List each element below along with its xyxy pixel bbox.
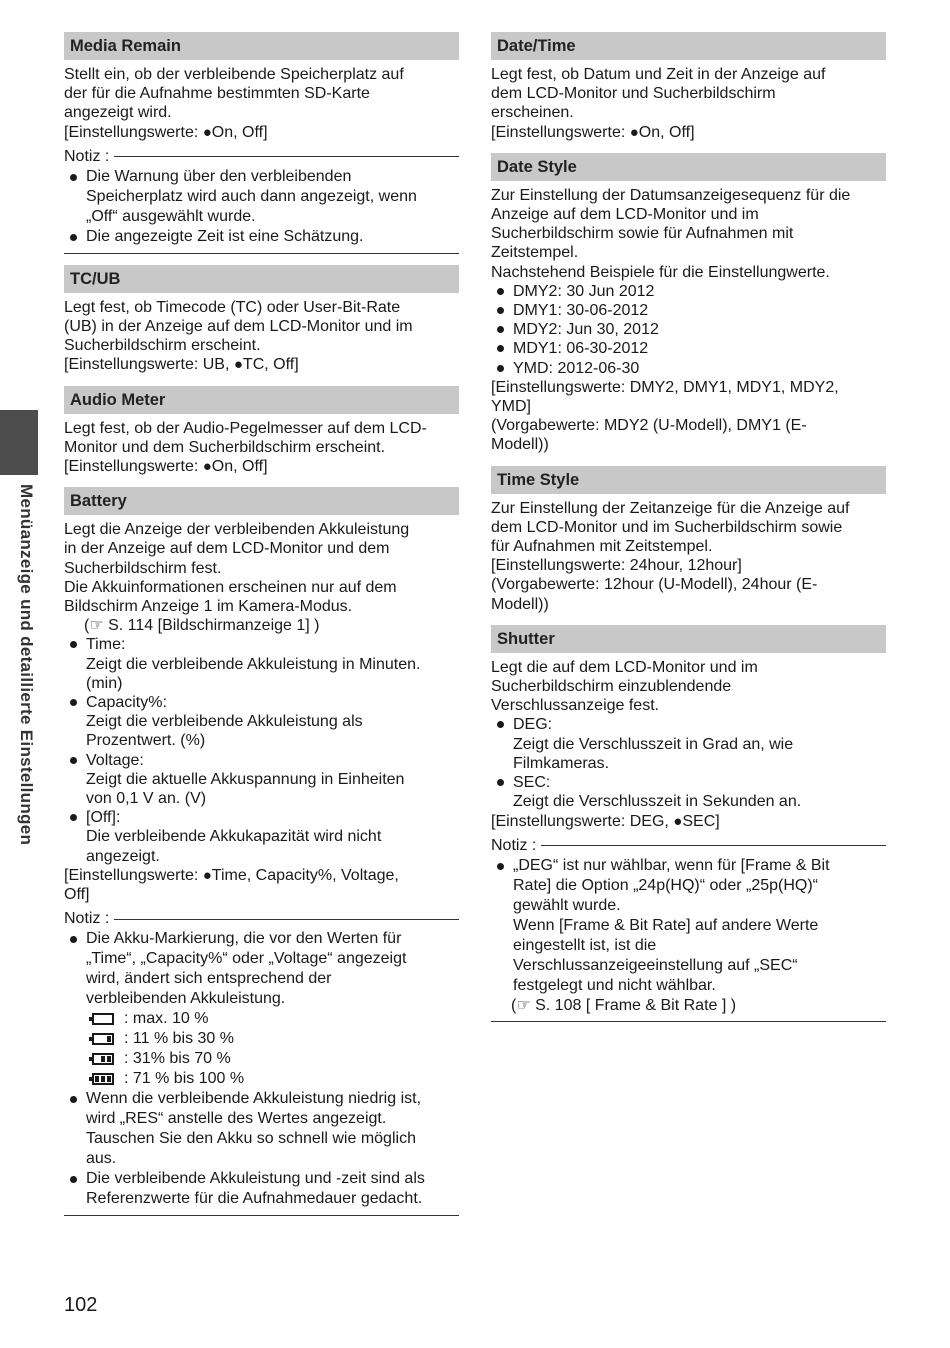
section-title: TC/UB <box>64 265 459 293</box>
list-item: Die angezeigte Zeit ist eine Schätzung. <box>64 227 459 247</box>
paragraph: Legt fest, ob Timecode (TC) oder User-Bit-Rate (UB) in der Anzeige auf dem LCD-Monitor und im Sucherbildschirm erscheint. [Einstellungswerte: UB, ●TC, Off] <box>64 298 459 375</box>
list-item: YMD: 2012-06-30 <box>491 359 886 378</box>
list-item: Voltage: Zeigt die aktuelle Akkuspannung in Einheiten von 0,1 V an. (V) <box>64 751 459 809</box>
settings-values: [Einstellungswerte: ●Time, Capacity%, Voltage, Off] <box>64 866 399 904</box>
section-title: Media Remain <box>64 32 459 60</box>
default-marker-icon: ● <box>673 812 683 830</box>
left-column <box>64 32 459 1227</box>
list-item: Capacity%: Zeigt die verbleibende Akkuleistung als Prozentwert. (%) <box>64 693 459 751</box>
list-item: Die verbleibende Akkuleistung und -zeit sind als Referenzwerte für die Aufnahmedauer gedacht. <box>64 1169 459 1209</box>
section-audio-meter <box>64 386 459 477</box>
note-header: Notiz : <box>64 147 459 167</box>
paragraph: Legt fest, ob der Audio-Pegelmesser auf dem LCD- Monitor und dem Sucherbildschirm erscheint. [Einstellungswerte: ●On, Off] <box>64 419 459 477</box>
page-number: 102 <box>64 1294 98 1316</box>
section-divider <box>64 1215 459 1216</box>
note-list <box>491 856 886 996</box>
list-item: DEG: Zeigt die Verschlusszeit in Grad an, wie Filmkameras. <box>491 715 886 773</box>
list-item: Die Warnung über den verbleibenden Speicherplatz wird auch dann angezeigt, wenn „Off“ ausgewählt wurde. <box>64 167 459 227</box>
paragraph: Legt die Anzeige der verbleibenden Akkuleistung in der Anzeige auf dem LCD-Monitor und dem Sucherbildschirm fest. Die Akkuinformationen erscheinen nur auf dem Bildschirm Anzeige 1 im Kamera-Modus. <box>64 521 410 616</box>
right-column <box>491 32 886 1033</box>
list-item: SEC: Zeigt die Verschlusszeit in Sekunden an. <box>491 773 886 811</box>
note-list <box>64 1089 459 1209</box>
list-item: DMY2: 30 Jun 2012 <box>491 282 886 301</box>
side-tab-marker <box>0 410 38 475</box>
default-marker-icon: ● <box>202 123 212 141</box>
list-item: „DEG“ ist nur wählbar, wenn für [Frame & Bit Rate] die Option „24p(HQ)“ oder „25p(HQ)“ gewählt wurde. Wenn [Frame & Bit Rate] auf andere Werte eingestellt ist, ist die Verschlussanzeigeeinstellung auf „SEC“ festgelegt und nicht wählbar. <box>491 856 886 996</box>
battery-one-bar-icon <box>92 1033 114 1045</box>
section-battery <box>64 487 459 1216</box>
list-item: [Off]: Die verbleibende Akkukapazität wird nicht angezeigt. <box>64 808 459 866</box>
section-title: Battery <box>64 487 459 515</box>
default-marker-icon: ● <box>233 356 243 374</box>
paragraph: Legt fest, ob Datum und Zeit in der Anzeige auf dem LCD-Monitor und Sucherbildschirm erscheinen. [Einstellungswerte: ●On, Off] <box>491 65 886 142</box>
list-item: MDY1: 06-30-2012 <box>491 339 886 358</box>
battery-level-row: : 11 % bis 30 % <box>64 1029 459 1049</box>
paragraph: Stellt ein, ob der verbleibende Speicherplatz auf der für die Aufnahme bestimmten SD-Karte angezeigt wird. [Einstellungswerte: ●On, Off] <box>64 65 459 142</box>
battery-level-row: : 31% bis 70 % <box>64 1049 459 1069</box>
section-divider <box>491 1021 886 1022</box>
paragraph: Zur Einstellung der Zeitanzeige für die Anzeige auf dem LCD-Monitor und im Sucherbildschirm sowie für Aufnahmen mit Zeitstempel. [Einstellungswerte: 24hour, 12hour] (Vorgabewerte: 12hour (U-Modell), 24hour (E- Modell)) <box>491 499 850 613</box>
list-item: Die Akku-Markierung, die vor den Werten für „Time“, „Capacity%“ oder „Voltage“ angezeigt wird, ändert sich entsprechend der verbleibenden Akkuleistung. <box>64 929 459 1009</box>
settings-values: [Einstellungswerte: ●On, Off] <box>64 458 268 476</box>
section-title: Date Style <box>491 153 886 181</box>
battery-full-icon <box>92 1073 114 1085</box>
settings-values: [Einstellungswerte: ●On, Off] <box>64 123 268 141</box>
default-marker-icon: ● <box>202 866 212 884</box>
side-chapter-label: Menüanzeige und detaillierte Einstellungen <box>17 484 36 846</box>
list-item: Time: Zeigt die verbleibende Akkuleistung in Minuten. (min) <box>64 635 459 693</box>
settings-values: [Einstellungswerte: UB, ●TC, Off] <box>64 356 299 374</box>
note-header: Notiz : <box>491 836 886 856</box>
default-marker-icon: ● <box>202 458 212 476</box>
note-list <box>64 929 459 1009</box>
settings-values: [Einstellungswerte: DEG, ●SEC] <box>491 812 720 830</box>
section-title: Shutter <box>491 625 886 653</box>
section-title: Date/Time <box>491 32 886 60</box>
list-item: MDY2: Jun 30, 2012 <box>491 320 886 339</box>
list-item: Wenn die verbleibende Akkuleistung niedrig ist, wird „RES“ anstelle des Wertes angezeigt. Tauschen Sie den Akku so schnell wie möglich aus. <box>64 1089 459 1169</box>
section-divider <box>64 253 459 254</box>
list-item: DMY1: 30-06-2012 <box>491 301 886 320</box>
battery-level-row: : max. 10 % <box>64 1009 459 1029</box>
battery-two-bars-icon <box>92 1053 114 1065</box>
section-time-style <box>491 466 886 614</box>
battery-levels <box>64 1009 459 1089</box>
option-list <box>64 635 459 865</box>
settings-values: [Einstellungswerte: DMY2, DMY1, MDY1, MDY2, YMD] (Vorgabewerte: MDY2 (U-Modell), DMY1 (E- Modell)) <box>491 378 839 454</box>
option-list <box>491 715 886 811</box>
settings-values: [Einstellungswerte: ●On, Off] <box>491 123 695 141</box>
default-marker-icon: ● <box>629 123 639 141</box>
page-reference: (☞ S. 108 [ Frame & Bit Rate ] ) <box>511 996 737 1014</box>
page-reference: (☞ S. 114 [Bildschirmanzeige 1] ) <box>84 617 320 635</box>
battery-empty-icon <box>92 1013 114 1025</box>
battery-level-row: : 71 % bis 100 % <box>64 1069 459 1089</box>
section-date-style <box>491 153 886 455</box>
section-date-time <box>491 32 886 142</box>
paragraph: Zur Einstellung der Datumsanzeigesequenz für die Anzeige auf dem LCD-Monitor und im Sucherbildschirm sowie für Aufnahmen mit Zeitstempel. Nachstehend Beispiele für die Einstellungwerte. <box>491 186 851 281</box>
note-list <box>64 167 459 247</box>
paragraph: Legt die auf dem LCD-Monitor und im Sucherbildschirm einzublendende Verschlussanzeige fest. <box>491 658 758 715</box>
section-shutter <box>491 625 886 1022</box>
section-title: Audio Meter <box>64 386 459 414</box>
option-list <box>491 282 886 378</box>
note-header: Notiz : <box>64 909 459 929</box>
section-media-remain <box>64 32 459 254</box>
section-tcub <box>64 265 459 375</box>
section-title: Time Style <box>491 466 886 494</box>
